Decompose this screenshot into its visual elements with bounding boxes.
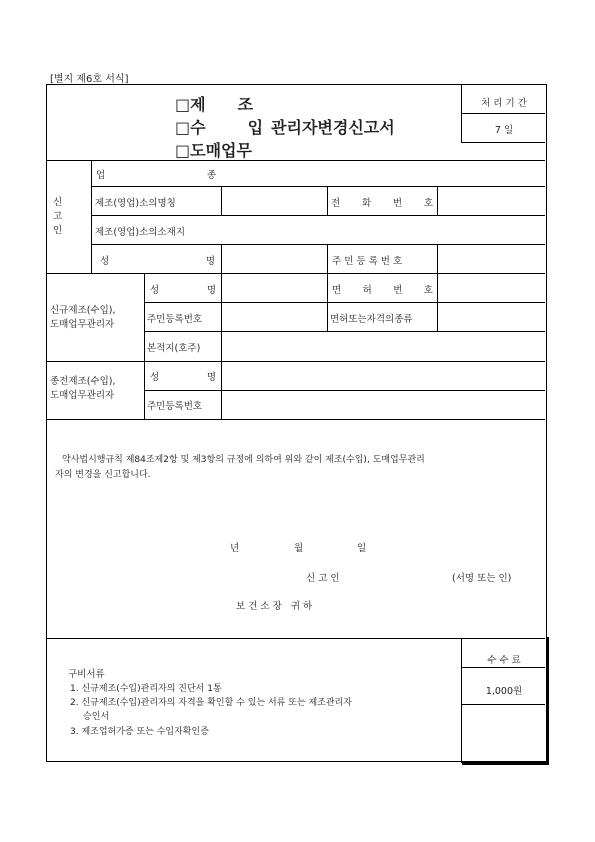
old-manager-name-label: 성 명 <box>150 372 216 383</box>
form-number-label: [별지 제6호 서식] <box>50 74 129 85</box>
new-manager-resident-no-label: 주민등록번호 <box>147 314 203 325</box>
old-manager-resident-no-label: 주민등록번호 <box>147 401 203 412</box>
date-month-label: 월 <box>294 543 304 554</box>
title-line-1: □제 조 <box>175 95 254 114</box>
documents-item-1: 1. 신규제조(수입)관리자의 진단서 1통 <box>70 684 222 694</box>
old-manager-section-label: 종전제조(수입), 도매업무관리자 <box>50 376 116 401</box>
company-address-label: 제조(영업)소의소재지 <box>95 227 186 238</box>
fee-header: 수 수 료 <box>487 655 521 666</box>
title-line-3: □도매업무 <box>175 141 252 160</box>
statement-line-2: 자의 변경을 신고합니다. <box>55 470 151 480</box>
applicant-section-label: 신 고 인 <box>53 197 63 236</box>
business-type-label: 업 종 <box>96 170 216 181</box>
applicant-name-label: 성 명 <box>100 256 215 267</box>
frame-shadow <box>547 637 549 765</box>
new-manager-license-type-label: 면허또는자격의종류 <box>330 314 413 325</box>
documents-item-3: 3. 제조업허가증 또는 수입자확인증 <box>70 727 209 737</box>
fee-value: 1,000원 <box>485 686 523 697</box>
new-manager-domicile-label: 본적지(호주) <box>147 343 201 354</box>
reporter-label: 신 고 인 <box>306 573 340 584</box>
fee-box-shadow <box>462 762 549 765</box>
new-manager-section-label: 신규제조(수입), 도매업무관리자 <box>50 305 116 330</box>
signature-label: (서명 또는 인) <box>452 573 512 584</box>
company-name-label: 제조(영업)소의명칭 <box>95 198 176 209</box>
date-year-label: 년 <box>230 543 240 554</box>
applicant-resident-no-label: 주 민 등 록 번 호 <box>332 256 403 267</box>
new-manager-license-label: 면 허 번 호 <box>332 285 433 296</box>
date-day-label: 일 <box>357 543 367 554</box>
documents-item-2-continued: 승인서 <box>83 712 110 722</box>
documents-item-2: 2. 신규제조(수입)관리자의 자격을 확인할 수 있는 서류 또는 제조관리자 <box>70 698 352 708</box>
processing-period-value: 7 일 <box>494 125 514 136</box>
phone-label: 전 화 번 호 <box>331 198 433 209</box>
statement-line-1: 약사법시행규칙 제84조제2항 및 제3항의 규정에 의하여 위와 같이 제조(수입), 도매업무관리 <box>62 455 425 465</box>
title-line-2: □수 입 관리자변경신고서 <box>175 118 395 137</box>
recipient-label: 보 건 소 장 귀 하 <box>236 601 313 612</box>
new-manager-name-label: 성 명 <box>150 285 216 296</box>
processing-period-header: 처 리 기 간 <box>481 98 527 109</box>
documents-title: 구비서류 <box>68 669 105 680</box>
